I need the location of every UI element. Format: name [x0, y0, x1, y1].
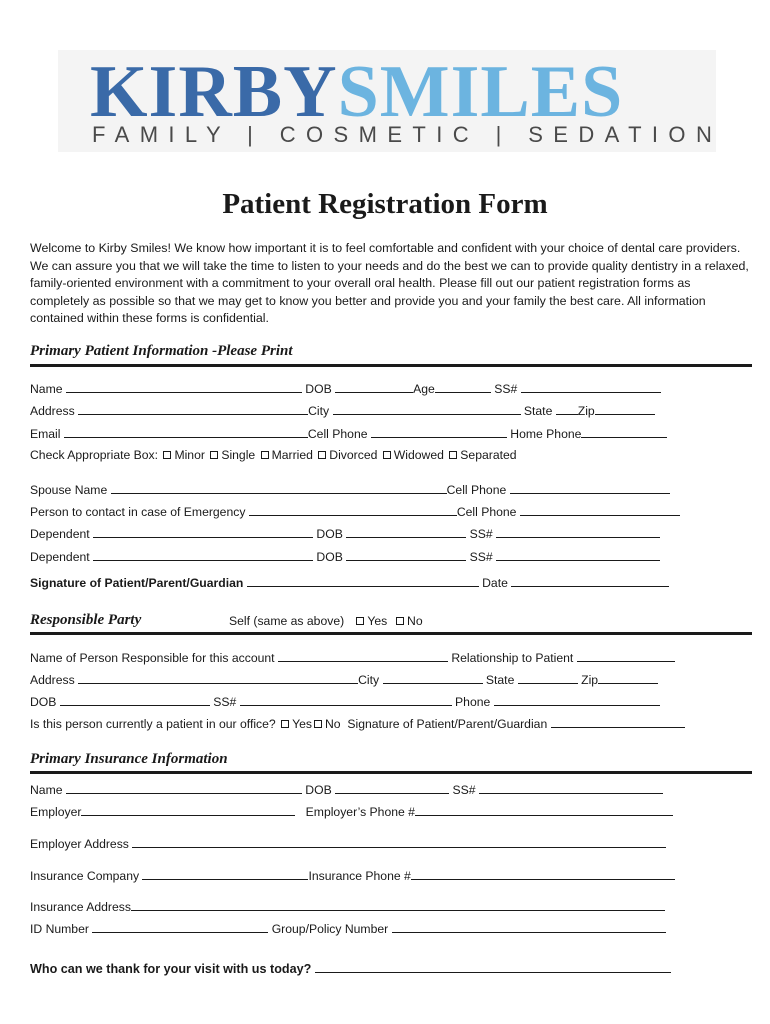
group-number-field[interactable]: [392, 921, 666, 933]
zip-field[interactable]: [595, 403, 655, 415]
home-phone-field[interactable]: [581, 426, 667, 438]
row-insurance-name: Name DOB SS#: [30, 782, 663, 797]
intro-paragraph: Welcome to Kirby Smiles! We know how important it is to feel comfortable and confident with your choice of dental care providers. We can assure you that we will take the time to listen to your needs and do the best we can to provide quality dentistry in a relaxed, family-oriented environment with a commitment to your overall oral health. Please fill out our patient registration forms as completely as possible so that we may get to know you better and provide you and your family the best care. All information contained within these forms is confidential.: [30, 241, 749, 326]
responsible-address-field[interactable]: [78, 672, 358, 684]
section-responsible-party: Responsible Party: [30, 612, 142, 628]
signature-field[interactable]: [247, 575, 479, 587]
dependent-ss-field[interactable]: [496, 549, 660, 561]
ss-field[interactable]: [521, 381, 661, 393]
dob-field[interactable]: [335, 381, 413, 393]
state-field[interactable]: [556, 403, 578, 415]
email-field[interactable]: [64, 426, 308, 438]
checkbox-widowed[interactable]: [383, 451, 391, 459]
row-employer: Employer Employer’s Phone #: [30, 804, 673, 819]
row-insurance-address: Insurance Address: [30, 899, 665, 914]
emergency-cell-field[interactable]: [520, 504, 680, 516]
spouse-cell-field[interactable]: [510, 482, 670, 494]
relationship-field[interactable]: [577, 650, 675, 662]
age-field[interactable]: [435, 381, 491, 393]
dependent-dob-field[interactable]: [346, 526, 466, 538]
row-email: Email Cell Phone Home Phone: [30, 426, 667, 441]
row-spouse: Spouse Name Cell Phone: [30, 482, 670, 497]
checkbox-minor[interactable]: [163, 451, 171, 459]
row-signature: Signature of Patient/Parent/Guardian Date: [30, 575, 669, 590]
employer-address-field[interactable]: [132, 836, 666, 848]
row-self-same: Self (same as above) Yes No: [229, 614, 423, 628]
responsible-state-field[interactable]: [518, 672, 578, 684]
divider: [30, 632, 752, 635]
logo: [58, 50, 723, 152]
page-title: Patient Registration Form: [222, 188, 548, 220]
responsible-ss-field[interactable]: [240, 694, 452, 706]
insurance-phone-field[interactable]: [411, 868, 675, 880]
section-insurance: Primary Insurance Information: [30, 751, 228, 767]
referral-field[interactable]: [315, 961, 671, 973]
logo-tagline: FAMILY | COSMETIC | SEDATION: [92, 122, 723, 147]
spouse-name-field[interactable]: [111, 482, 447, 494]
row-marital-status: Check Appropriate Box: Minor Single Married Divorced Widowed Separated: [30, 448, 517, 462]
row-emergency: Person to contact in case of Emergency Cell Phone: [30, 504, 680, 519]
cell-phone-field[interactable]: [371, 426, 507, 438]
divider: [30, 364, 752, 367]
emergency-contact-field[interactable]: [249, 504, 457, 516]
employer-field[interactable]: [81, 804, 295, 816]
row-dependent-2: Dependent DOB SS#: [30, 549, 660, 564]
row-current-patient: Is this person currently a patient in our office? Yes No Signature of Patient/Parent/Guardian: [30, 716, 685, 731]
checkbox-current-yes[interactable]: [281, 720, 289, 728]
row-responsible-address: Address City State Zip: [30, 672, 658, 687]
insured-ss-field[interactable]: [479, 782, 663, 794]
address-field[interactable]: [78, 403, 308, 415]
responsible-city-field[interactable]: [383, 672, 483, 684]
responsible-dob-field[interactable]: [60, 694, 210, 706]
checkbox-yes[interactable]: [356, 617, 364, 625]
date-field[interactable]: [511, 575, 669, 587]
responsible-zip-field[interactable]: [598, 672, 658, 684]
responsible-name-field[interactable]: [278, 650, 448, 662]
responsible-signature-field[interactable]: [551, 716, 685, 728]
city-field[interactable]: [333, 403, 521, 415]
insurance-company-field[interactable]: [142, 868, 308, 880]
section-primary-patient: Primary Patient Information -Please Print: [30, 343, 293, 359]
checkbox-current-no[interactable]: [314, 720, 322, 728]
insured-name-field[interactable]: [66, 782, 302, 794]
logo-wordmark: KIRBYSMILES: [90, 51, 624, 133]
row-dependent-1: Dependent DOB SS#: [30, 526, 660, 541]
row-responsible-dob: DOB SS# Phone: [30, 694, 660, 709]
row-responsible-name: Name of Person Responsible for this account Relationship to Patient: [30, 650, 675, 665]
dependent-ss-field[interactable]: [496, 526, 660, 538]
employer-phone-field[interactable]: [415, 804, 673, 816]
checkbox-divorced[interactable]: [318, 451, 326, 459]
checkbox-single[interactable]: [210, 451, 218, 459]
name-field[interactable]: [66, 381, 302, 393]
responsible-phone-field[interactable]: [494, 694, 660, 706]
checkbox-separated[interactable]: [449, 451, 457, 459]
insured-dob-field[interactable]: [335, 782, 449, 794]
dependent-name-field[interactable]: [93, 549, 313, 561]
row-address: Address City State Zip: [30, 403, 655, 418]
divider: [30, 771, 752, 774]
row-insurance-company: Insurance Company Insurance Phone #: [30, 868, 675, 883]
row-referral: Who can we thank for your visit with us today?: [30, 961, 671, 976]
insurance-address-field[interactable]: [131, 899, 665, 911]
id-number-field[interactable]: [92, 921, 268, 933]
dependent-dob-field[interactable]: [346, 549, 466, 561]
dependent-name-field[interactable]: [93, 526, 313, 538]
row-employer-address: Employer Address: [30, 836, 666, 851]
checkbox-married[interactable]: [261, 451, 269, 459]
checkbox-no[interactable]: [396, 617, 404, 625]
row-name-dob: Name DOB Age SS#: [30, 381, 661, 396]
row-id-number: ID Number Group/Policy Number: [30, 921, 666, 936]
